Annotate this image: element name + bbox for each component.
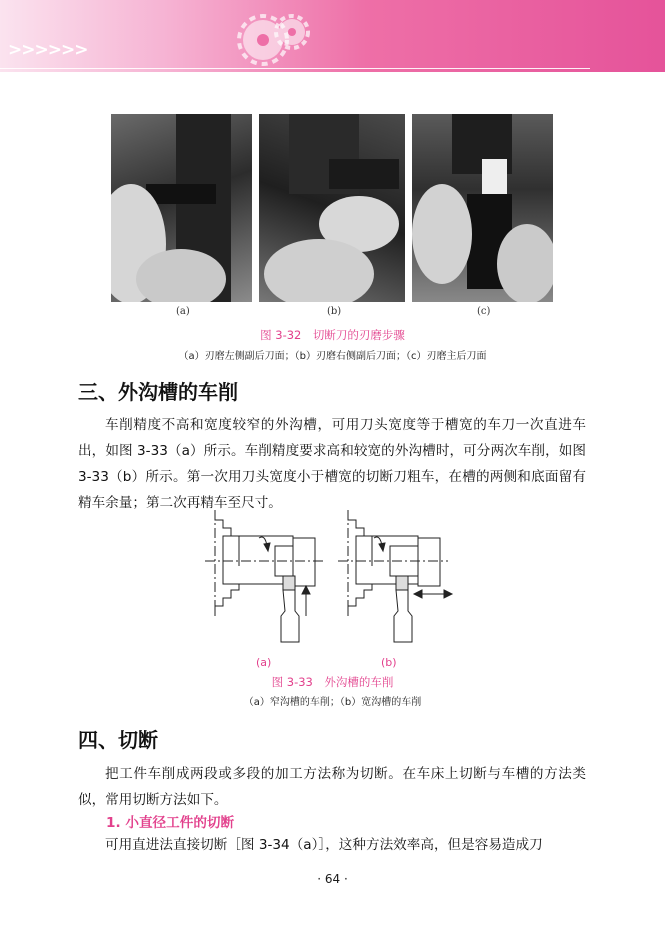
- header-rule: [0, 68, 590, 69]
- photo-a: [111, 114, 252, 302]
- grinding-photo-c: [412, 114, 553, 302]
- chevron-decoration: >>>>>>: [8, 40, 88, 60]
- figure-333-caption: （a）窄沟槽的车削；（b）宽沟槽的车削: [243, 697, 422, 708]
- grinding-photo-a: [111, 114, 252, 302]
- figure-332-caption: （a）刃磨左侧副后刀面；（b）刃磨右侧副后刀面；（c）刃磨主后刀面: [178, 351, 487, 362]
- subsection1-heading: 1. 小直径工件的切断: [106, 815, 235, 831]
- figure-332-title: 图 3-32 切断刀的刃磨步骤: [260, 328, 405, 342]
- groove-diagram-b: [338, 506, 468, 652]
- photo-label-c: (c): [477, 306, 491, 317]
- page-header-band: [0, 0, 665, 72]
- section4-paragraph: 把工件车削成两段或多段的加工方法称为切断。在车床上切断与车槽的方法类似，常用切断方法如下。: [78, 766, 586, 808]
- photo-label-b: (b): [327, 306, 342, 317]
- grinding-photo-b: [259, 114, 405, 302]
- section3-heading: 三、外沟槽的车削: [78, 380, 238, 404]
- subsection1-paragraph: 可用直进法直接切断［图 3-34（a）］，这种方法效率高，但是容易造成刀: [105, 837, 543, 853]
- gear-icon: [228, 8, 318, 68]
- diagram-label-b: (b): [381, 656, 397, 669]
- photo-b: [259, 114, 405, 302]
- diagram-label-a: (a): [256, 656, 272, 669]
- page-number: · 64 ·: [317, 872, 348, 886]
- photo-c: [412, 114, 553, 302]
- section3-paragraph: 车削精度不高和宽度较窄的外沟槽，可用刀头宽度等于槽宽的车刀一次直进车出，如图 3-33（a）所示。车削精度要求高和较宽的外沟槽时，可分两次车削，如图 3-33（b）所示。第一次用刀头宽度小于槽宽的切断刀粗车，在槽的两侧和底面留有精车余量；第二次再精车至尺寸。: [78, 417, 586, 511]
- section4-heading: 四、切断: [78, 728, 158, 752]
- groove-diagram-a: [205, 506, 325, 652]
- photo-label-a: (a): [176, 306, 190, 317]
- figure-333-title: 图 3-33 外沟槽的车削: [271, 675, 394, 689]
